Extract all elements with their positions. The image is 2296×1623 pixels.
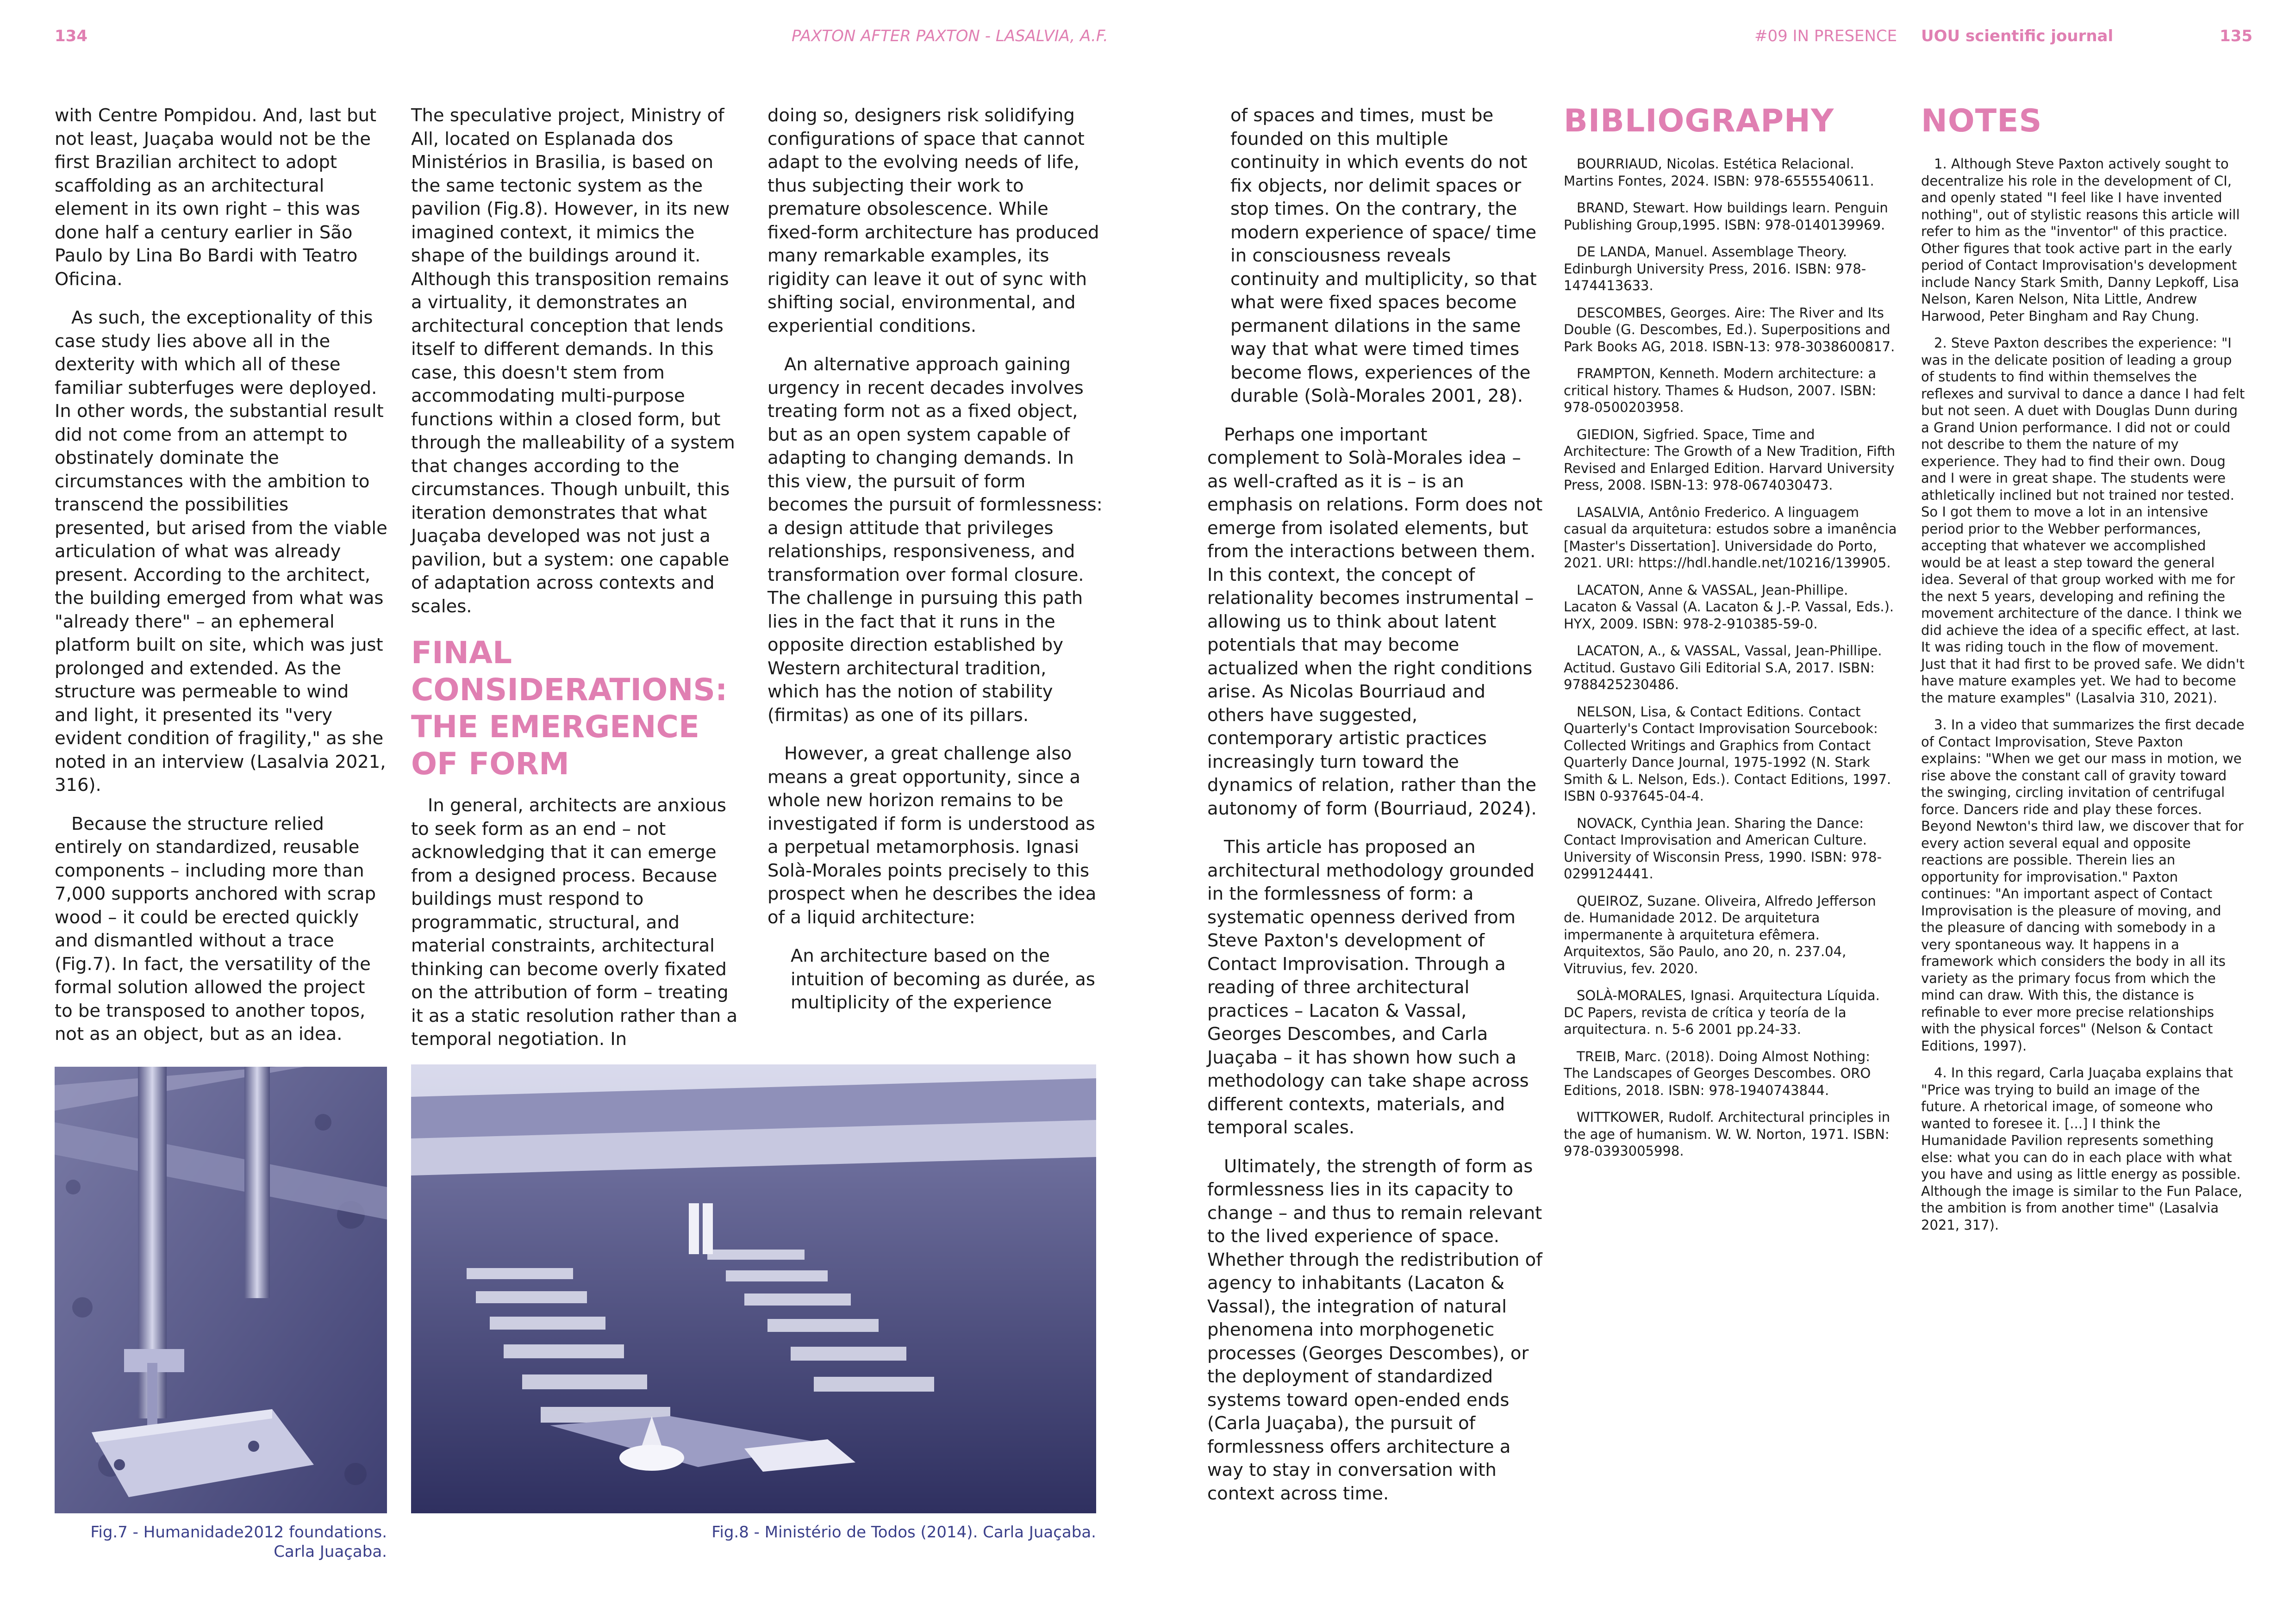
- issue-label: #09 IN PRESENCE: [1754, 27, 1897, 45]
- bibliography-entry: TREIB, Marc. (2018). Doing Almost Nothing: The Landscapes of Georges Descombes. ORO Editions, 2018. ISBN: 978-1940743844.: [1564, 1048, 1871, 1098]
- text-column-2: [411, 104, 744, 1051]
- paragraph: The speculative project, Ministry of All, located on Esplanada dos Ministérios in Brasilia, is based on the same tectonic system as the pavilion (Fig.8). However, in its new imagined context, it mimics the shape of the buildings around it. Although this transposition remains a virtuality, it demonstrates an architectural conception that lends itself to different demands. In this case, this doesn't stem from accommodating multi-purpose functions within a closed form, but through the malleability of a system that changes according to the circumstances. Though unbuilt, this iteration demonstrates that what Juaçaba developed was not just a pavilion, but a system: one capable of adaptation across contexts and scales.: [411, 105, 735, 617]
- notes-section: [1921, 103, 2245, 1233]
- bibliography-entry: QUEIROZ, Suzane. Oliveira, Alfredo Jefferson de. Humanidade 2012. De arquitetura impermanente à arquitetura efêmera. Arquitextos, São Paulo, ano 20, n. 237.04, Vitruvius, fev. 2020.: [1564, 893, 1876, 976]
- figure-8-caption: Fig.8 - Ministério de Todos (2014). Carla Juaçaba.: [711, 1523, 1096, 1542]
- figure-7-photo: [55, 1067, 387, 1513]
- paragraph: This article has proposed an architectural methodology grounded in the formlessness of form: a systematic openness derived from Steve Paxton's development of Contact Improvisation. Through a reading of three architectural practices – Lacaton & Vassal, Georges Descombes, and Carla Juaçaba – it has shown how such a methodology can take shape across different contexts, materials, and temporal scales.: [1207, 837, 1535, 1138]
- text-column-4: [1207, 104, 1543, 1505]
- bibliography-list: [1564, 155, 1897, 1160]
- paragraph: However, a great challenge also means a great opportunity, since a whole new horizon remains to be investigated if form is understood as a perpetual metamorphosis. Ignasi Solà-Morales points precisely to this prospect when he describes the idea of a liquid architecture:: [767, 743, 1097, 928]
- section-heading: FINAL CONSIDERATIONS: THE EMERGENCE OF FORM: [411, 635, 728, 782]
- figure-7-caption: Fig.7 - Humanidade2012 foundations. Carla Juaçaba.: [90, 1523, 387, 1561]
- bibliography-entry: DE LANDA, Manuel. Assemblage Theory. Edinburgh University Press, 2016. ISBN: 978-1474413633.: [1564, 244, 1866, 293]
- bibliography-entry: LACATON, Anne & VASSAL, Jean-Phillipe. Lacaton & Vassal (A. Lacaton & J.-P. Vassal, Eds.). HYX, 2009. ISBN: 978-2-910385-59-0.: [1564, 582, 1894, 632]
- note-item: 2. Steve Paxton describes the experience: "I was in the delicate position of leading a group of students to find within themselves the reflexes and survival to dance a dance I had felt but not seen. A duet with Douglas Dunn during a Grand Union performance. I did not or could not describe to them the nature of my experience. They had to find their own. Doug and I were in great shape. The students were athletically inclined but not trained nor tested. So I got them to move a lot in an intensive period prior to the Webber performances, accepting that whatever we accomplished would be at least a step toward the general idea. Several of that group worked with me for the next 5 years, developing and refining the movement architecture of the dance. I think we did achieve the idea of a specific effect, at last. It was riding touch in the flow of movement. Just that it had first to be proved safe. We didn't have mature examples yet. We had to become the mature examples" (Lasalvia 310, 2021).: [1921, 335, 2245, 706]
- text-column-3: [767, 104, 1103, 1015]
- bibliography-entry: BOURRIAUD, Nicolas. Estética Relacional. Martins Fontes, 2024. ISBN: 978-6555540611.: [1564, 156, 1874, 189]
- paragraph: As such, the exceptionality of this case study lies above all in the dexterity with which all of these familiar subterfuges were deployed. In other words, the substantial result did not come from an attempt to obstinately dominate the circumstances with the ambition to transcend the possibilities presented, but arised from the viable articulation of what was already present. According to the architect, the building emerged from what was "already there" – an ephemeral platform built on site, which was just prolonged and extended. As the structure was permeable to wind and light, it presented its "very evident condition of fragility," as she noted in an interview (Lasalvia 2021, 316).: [55, 307, 387, 796]
- right-page-number: 135: [2220, 27, 2252, 45]
- paragraph: with Centre Pompidou. And, last but not least, Juaçaba would not be the first Brazilian architect to adopt scaffolding as an architectural element in its own right – this was done half a century earlier in São Paulo by Lina Bo Bardi with Teatro Oficina.: [55, 105, 377, 290]
- notes-title: NOTES: [1921, 103, 2042, 139]
- bibliography-section: [1564, 103, 1897, 1160]
- paragraph: Perhaps one important complement to Solà-Morales idea – as well-crafted as it is – is an emphasis on relations. Form does not emerge from isolated elements, but from the interactions between them. In this context, the concept of relationality becomes instrumental – allowing us to think about latent potentials that may become actualized when the right conditions arise. As Nicolas Bourriaud and others have suggested, contemporary artistic practices increasingly turn toward the dynamics of relation, rather than the autonomy of form (Bourriaud, 2024).: [1207, 424, 1543, 819]
- paragraph: doing so, designers risk solidifying configurations of space that cannot adapt to the evolving needs of life, thus subjecting their work to premature obsolescence. While fixed-form architecture has produced many remarkable examples, its rigidity can leave it out of sync with shifting social, environmental, and experiential conditions.: [767, 105, 1099, 336]
- bibliography-entry: GIEDION, Sigfried. Space, Time and Architecture: The Growth of a New Tradition, Fifth Revised and Enlarged Edition. Harvard University Press, 2008. ISBN-13: 978-0674030473.: [1564, 426, 1896, 493]
- bibliography-title: BIBLIOGRAPHY: [1564, 103, 1834, 139]
- bibliography-entry: NOVACK, Cynthia Jean. Sharing the Dance: Contact Improvisation and American Culture. University of Wisconsin Press, 1990. ISBN: 978-0299124441.: [1564, 815, 1882, 882]
- paragraph: In general, architects are anxious to seek form as an end – not acknowledging that it can emerge from a designed process. Because buildings must respond to programmatic, structural, and material constraints, architectural thinking can become overly fixated on the attribution of form – treating it as a static resolution rather than a temporal negotiation. In: [411, 795, 738, 1050]
- bibliography-entry: BRAND, Stewart. How buildings learn. Penguin Publishing Group,1995. ISBN: 978-0140139969.: [1564, 200, 1888, 233]
- bibliography-entry: NELSON, Lisa, & Contact Editions. Contact Quarterly's Contact Improvisation Sourcebook: Collected Writings and Graphics from Contact Quarterly Dance Journal, 1975-1992 (N. Stark Smith & L. Nelson, Eds.). Contact Editions, 1997. ISBN 0-937645-04-4.: [1564, 703, 1891, 804]
- block-quote: An architecture based on the intuition of becoming as durée, as multiplicity of the experience: [791, 945, 1095, 1013]
- figure-8-photo: [411, 1064, 1096, 1513]
- bibliography-entry: DESCOMBES, Georges. Aire: The River and Its Double (G. Descombes, Ed.). Superpositions and Park Books AG, 2018. ISBN-13: 978-3038600817.: [1564, 305, 1895, 354]
- aerial-city-illustration: [411, 1064, 1096, 1513]
- note-item: 4. In this regard, Carla Juaçaba explains that "Price was trying to build an image of the future. A rhetorical image, of someone who wanted to foresee it. [...] I think the Humanidade Pavilion represents something else: what you can do in each place with what you have and using as little energy as possible. Although the image is similar to the Fun Palace, the ambition is from another time" (Lasalvia 2021, 317).: [1921, 1065, 2242, 1233]
- left-running-header: PAXTON AFTER PAXTON - LASALVIA, A.F.: [792, 27, 1108, 45]
- left-page-number: 134: [55, 27, 87, 45]
- scaffold-foundation-illustration: [55, 1067, 387, 1513]
- paragraph: Ultimately, the strength of form as formlessness lies in its capacity to change – and thus to remain relevant to the lived experience of space. Whether through the redistribution of agency to inhabitants (Lacaton & Vassal), the integration of natural phenomena into morphogenetic processes (Georges Descombes), or the deployment of standardized systems toward open-ended ends (Carla Juaçaba), the pursuit of formlessness offers architecture a way to stay in conversation with context across time.: [1207, 1156, 1542, 1504]
- block-quote-continued: of spaces and times, must be founded on this multiple continuity in which events do not fix objects, nor delimit spaces or stop times. On the contrary, the modern experience of space/ time in consciousness reveals continuity and multiplicity, so that what were fixed spaces become permanent dilations in the same way that what were timed times become flows, experiences of the durable (Solà-Morales 2001, 28).: [1230, 105, 1537, 406]
- bibliography-entry: LACATON, A., & VASSAL, Vassal, Jean-Phillipe. Actitud. Gustavo Gili Editorial S.A, 2017. ISBN: 9788425230486.: [1564, 643, 1882, 692]
- paragraph: Because the structure relied entirely on standardized, reusable components – including more than 7,000 supports anchored with scrap wood – it could be erected quickly and dismantled without a trace (Fig.7). In fact, the versatility of the formal solution allowed the project to be transposed to another topos, not as an object, but as an idea.: [55, 813, 376, 1045]
- bibliography-entry: LASALVIA, Antônio Frederico. A linguagem casual da arquitetura: estudos sobre a imanência [Master's Dissertation]. Universidade do Porto, 2021. URI: https://hdl.handle.net/10216/139905.: [1564, 504, 1897, 571]
- bibliography-entry: WITTKOWER, Rudolf. Architectural principles in the age of humanism. W. W. Norton, 1971. ISBN: 978-0393005998.: [1564, 1109, 1890, 1159]
- bibliography-entry: SOLÀ-MORALES, Ignasi. Arquitectura Líquida. DC Papers, revista de crítica y teoría de la arquitectura. n. 5-6 2001 pp.24-33.: [1564, 988, 1880, 1037]
- text-column-1: [55, 104, 388, 1046]
- note-item: 3. In a video that summarizes the first decade of Contact Improvisation, Steve Paxton explains: "When we get our mass in motion, we rise above the constant call of gravity toward the swinging, circling invitation of centrifugal force. Dancers ride and play these forces. Beyond Newton's third law, we discover that for every action several equal and opposite reactions are possible. Therein lies an opportunity for improvisation." Paxton continues: "An important aspect of Contact Improvisation is the pleasure of moving, and the pleasure of dancing with somebody in a very spontaneous way. It happens in a framework which considers the body in all its variety as the primary focus from which the mind can draw. With this, the distance is refinable to ever more precise relationships with the physical forces" (Nelson & Contact Editions, 1997).: [1921, 717, 2245, 1054]
- notes-list: [1921, 155, 2245, 1233]
- bibliography-entry: FRAMPTON, Kenneth. Modern architecture: a critical history. Thames & Hudson, 2007. ISBN: 978-0500203958.: [1564, 366, 1877, 415]
- paragraph: An alternative approach gaining urgency in recent decades involves treating form not as a fixed object, but as an open system capable of adapting to changing demands. In this view, the pursuit of form becomes the pursuit of formlessness: a design attitude that privileges relationships, responsiveness, and transformation over formal closure. The challenge in pursuing this path lies in the fact that it runs in the opposite direction established by Western architectural tradition, which has the notion of stability (firmitas) as one of its pillars.: [767, 354, 1103, 726]
- journal-title: UOU scientific journal: [1921, 27, 2114, 45]
- note-item: 1. Although Steve Paxton actively sought to decentralize his role in the development of CI, and openly stated "I feel like I have invented nothing", out of stylistic reasons this article will refer to him as the "inventor" of this practice. Other figures that took active part in the early period of Contact Improvisation's development include Nancy Stark Smith, Danny Lepkoff, Lisa Nelson, Karen Nelson, Nita Little, Andrew Harwood, Peter Bingham and Ray Chung.: [1921, 156, 2240, 324]
